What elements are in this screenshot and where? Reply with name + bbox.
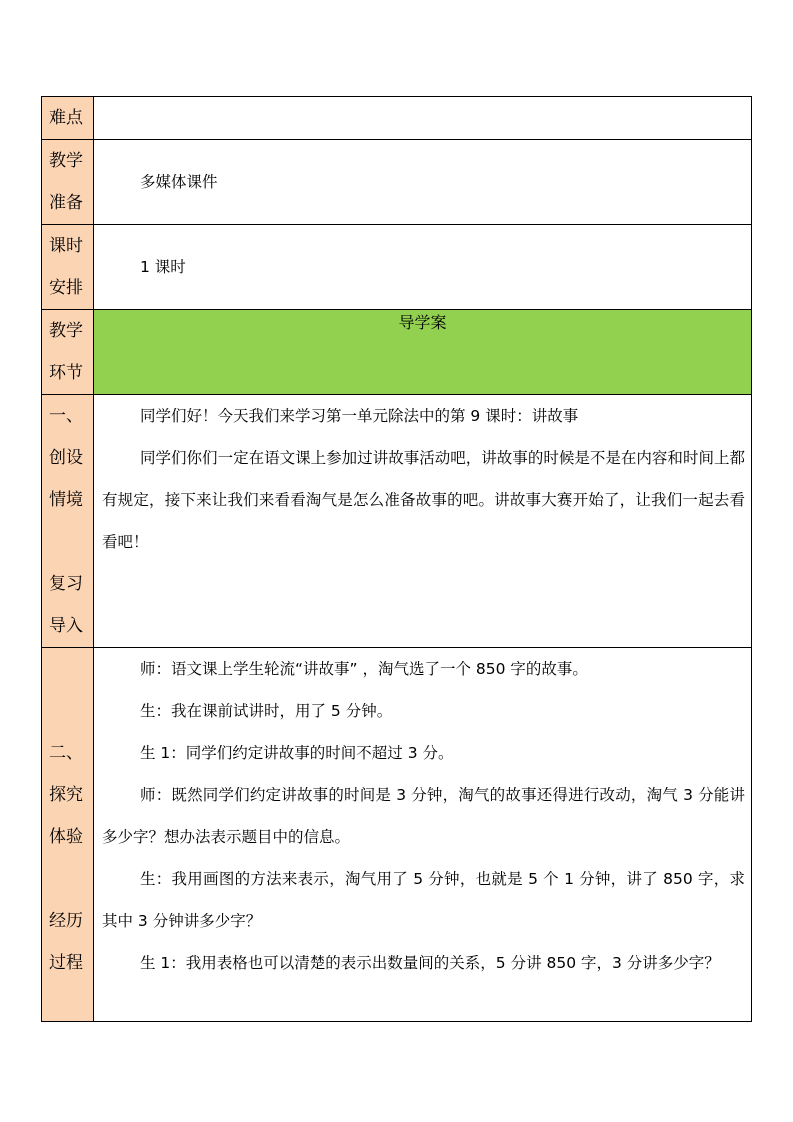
label-line: 创设: [49, 448, 83, 468]
paragraph: 师：既然同学们约定讲故事的时间是 3 分钟，淘气的故事还得进行改动，淘气 3 分能讲多少字？想办法表示题目中的信息。: [102, 786, 745, 846]
label-line: 一、: [49, 406, 83, 426]
paragraph: 同学们你们一定在语文课上参加过讲故事活动吧，讲故事的时候是不是在内容和时间上都有规定，接下来让我们来看看淘气是怎么准备故事的吧。讲故事大赛开始了，让我们一起去看看吧！: [102, 449, 745, 551]
content-line: 多媒体课件: [140, 173, 218, 191]
content-prep: [94, 140, 752, 225]
stage-header: [94, 310, 752, 395]
lesson-plan-table: [41, 96, 752, 1022]
content-difficulty: [94, 97, 752, 140]
stage-header-text: 导学案: [398, 313, 447, 332]
content-schedule: [94, 225, 752, 310]
label-section2: [42, 648, 94, 1022]
label-line: 体验: [49, 827, 83, 847]
label-line: 探究: [49, 785, 83, 805]
label-line: 二、: [49, 743, 83, 763]
content-section1: [94, 395, 752, 648]
paragraph: 同学们好！今天我们来学习第一单元除法中的第 9 课时：讲故事: [140, 407, 579, 425]
content-line: 1 课时: [140, 258, 186, 276]
label-spacer: [42, 521, 93, 563]
paragraph: 生 1：同学们约定讲故事的时间不超过 3 分。: [140, 744, 454, 762]
paragraph: 生：我在课前试讲时，用了 5 分钟。: [140, 702, 393, 720]
label-line: 环节: [49, 363, 83, 383]
label-spacer: [42, 858, 93, 900]
label-spacer: [42, 648, 93, 690]
paragraph: 生 1：我用表格也可以清楚的表示出数量间的关系，5 分讲 850 字，3 分讲多少字？: [140, 954, 720, 972]
label-section1: [42, 395, 94, 648]
label-line: 导入: [49, 616, 83, 636]
row-section2: [42, 648, 752, 1022]
label-line: 教学: [49, 151, 83, 171]
row-stage: [42, 310, 752, 395]
label-line: 经历: [49, 911, 83, 931]
label-spacer: [42, 690, 93, 732]
label-line: 准备: [49, 193, 83, 213]
paragraph: 生：我用画图的方法来表示，淘气用了 5 分钟，也就是 5 个 1 分钟，讲了 850 字，求其中 3 分钟讲多少字？: [102, 870, 745, 930]
label-prep: [42, 140, 94, 225]
row-difficulty: [42, 97, 752, 140]
label-line: 教学: [49, 321, 83, 341]
row-section1: [42, 395, 752, 648]
label-line: 安排: [49, 278, 83, 298]
label-line: 过程: [49, 953, 83, 973]
row-schedule: [42, 225, 752, 310]
label-line: 复习: [49, 574, 83, 594]
label-line: 情境: [49, 490, 83, 510]
paragraph: 师：语文课上学生轮流“讲故事” ，淘气选了一个 850 字的故事。: [140, 660, 588, 678]
label-line: 课时: [49, 236, 83, 256]
label-line: 难点: [49, 108, 83, 128]
label-schedule: [42, 225, 94, 310]
label-difficulty: [42, 97, 94, 140]
label-stage: [42, 310, 94, 395]
row-prep: [42, 140, 752, 225]
content-section2: [94, 648, 752, 1022]
